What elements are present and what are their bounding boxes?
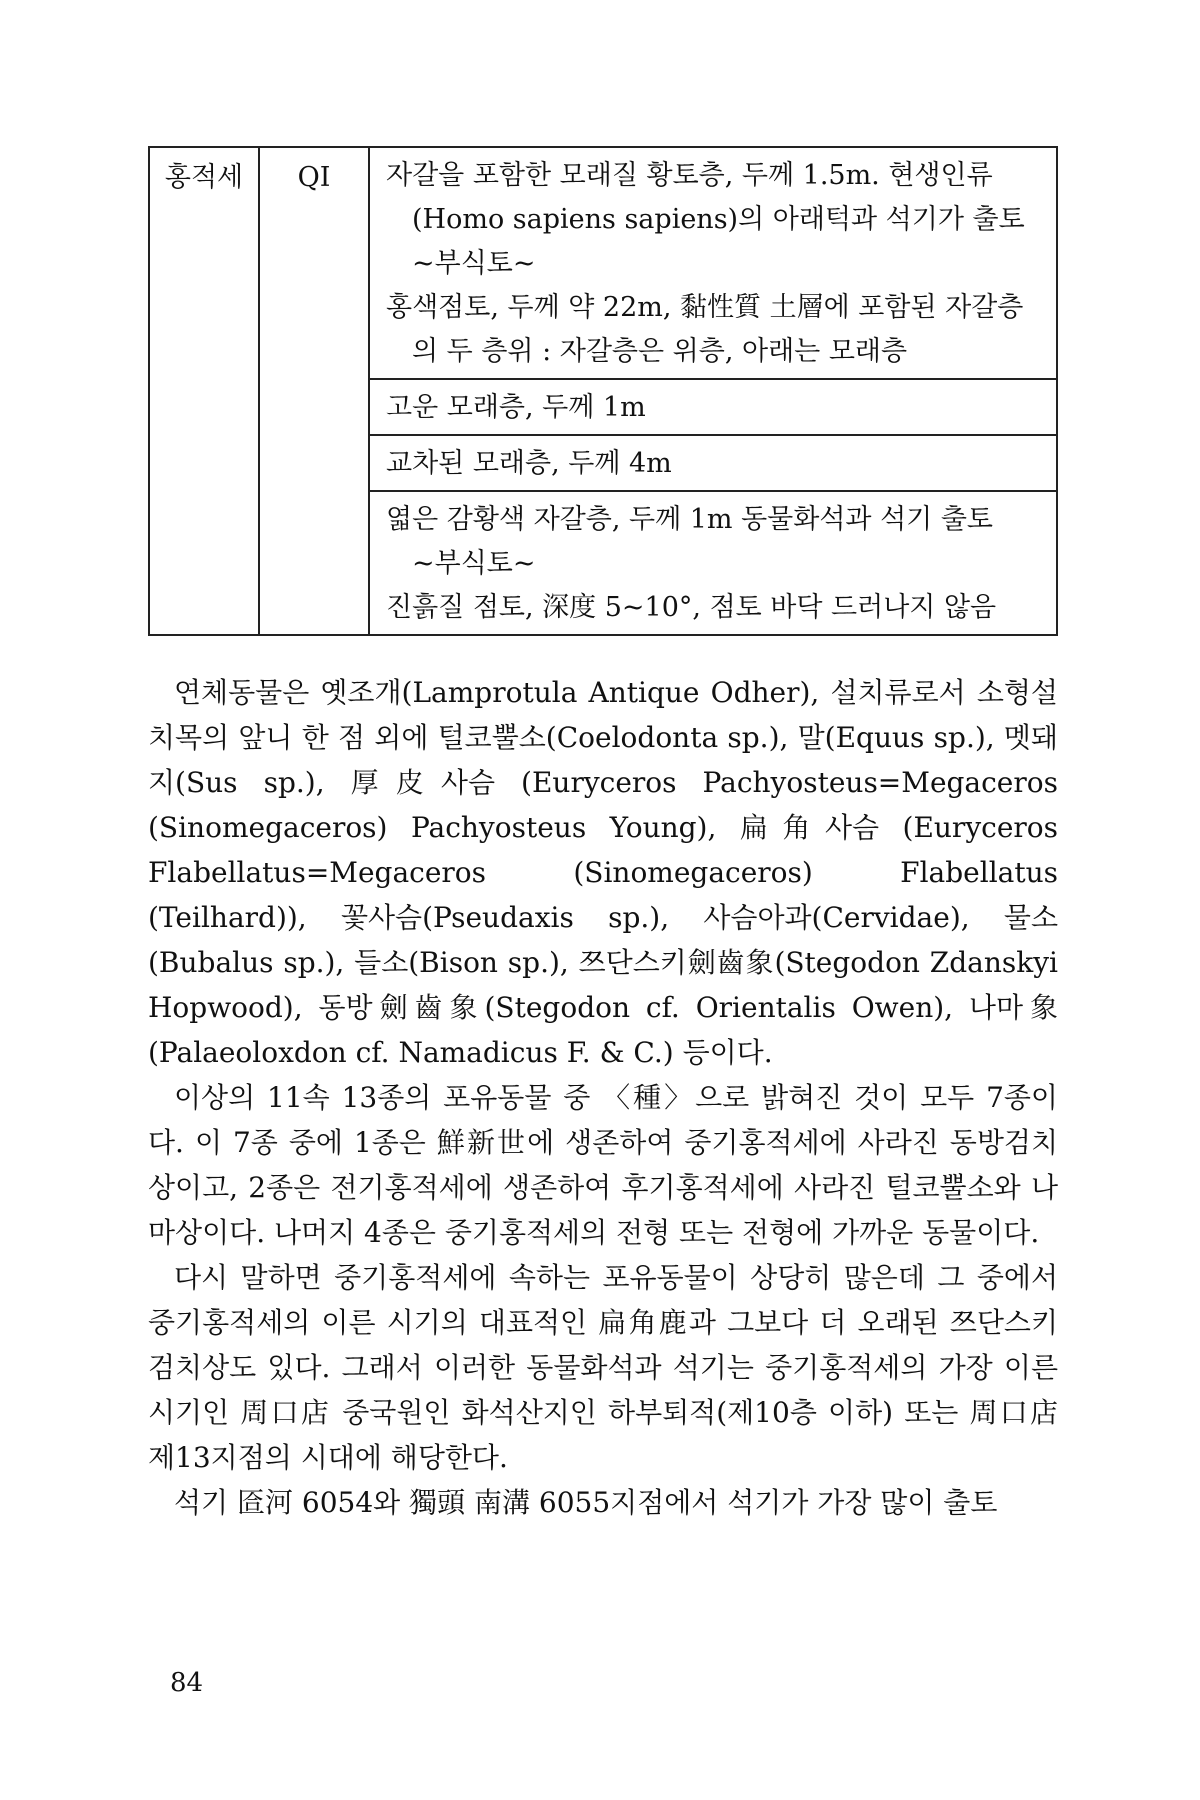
layer-line: 의 두 층위 : 자갈층은 위층, 아래는 모래층 (412, 336, 908, 367)
layer-line: 고운 모래층, 두께 1m (386, 392, 646, 423)
layer-line: 홍색점토, 두께 약 22m, 黏性質 土層에 포함된 자갈층 (386, 292, 1024, 323)
layer-cell-1 (369, 147, 1057, 379)
layer-line: ~부식토~ (412, 548, 536, 579)
layer-line: 자갈을 포함한 모래질 황토층, 두께 1.5m. 현생인류 (386, 160, 993, 191)
stratigraphy-table (148, 146, 1058, 636)
layer-line: 진흙질 점토, 深度 5~10°, 점토 바닥 드러나지 않음 (386, 592, 997, 623)
paragraph-dating: 다시 말하면 중기홍적세에 속하는 포유동물이 상당히 많은데 그 중에서 중기홍적세의 이른 시기의 대표적인 扁角鹿과 그보다 더 오래된 쯔단스키검치상도 있다. 그래서 이러한 동물화석과 석기는 중기홍적세의 가장 이른 시기인 周口店 중국원인 화석산지인 하부퇴적(제10층 이하) 또는 周口店 제13지점의 시대에 해당한다. (148, 1261, 1058, 1474)
layer-line: 교차된 모래층, 두께 4m (386, 448, 672, 479)
layer-line: ~부식토~ (412, 248, 536, 279)
body-text (148, 670, 1058, 1525)
layer-line: 엷은 감황색 자갈층, 두께 1m 동물화석과 석기 출토 (386, 504, 993, 535)
table-row (149, 147, 1057, 379)
layer-cell-2 (369, 379, 1057, 435)
code-cell: QI (259, 147, 369, 635)
era-cell: 홍적세 (149, 147, 259, 635)
layer-cell-3 (369, 435, 1057, 491)
paragraph-stone-tools: 석기 匼河 6054와 獨頭 南溝 6055지점에서 석기가 가장 많이 출토 (174, 1486, 998, 1519)
paragraph-fauna-list: 연체동물은 옛조개(Lamprotula Antique Odher), 설치류로서 소형설치목의 앞니 한 점 외에 털코뿔소(Coelodonta sp.), 말(Equus sp.), 멧돼지(Sus sp.), 厚皮사슴 (Euryceros Pachyosteus=Megaceros (Sinomegaceros) Pachyosteus Young), 扁角사슴 (Euryceros Flabellatus=Megaceros (Sinomegaceros) Flabellatus (Teilhard)), 꽃사슴(Pseudaxis sp.), 사슴아과(Cervidae), 물소(Bubalus sp.), 들소(Bison sp.), 쯔단스키劍齒象(Stegodon Zdanskyi Hopwood), 동방劍齒象(Stegodon cf. Orientalis Owen), 나마象(Palaeoloxdon cf. Namadicus F. & C.) 등이다. (148, 676, 1058, 1069)
page-number: 84 (170, 1668, 204, 1698)
layer-cell-4 (369, 491, 1057, 635)
paragraph-species-count: 이상의 11속 13종의 포유동물 중 〈種〉으로 밝혀진 것이 모두 7종이다. 이 7종 중에 1종은 鮮新世에 생존하여 중기홍적세에 사라진 동방검치상이고, 2종은 전기홍적세에 생존하여 후기홍적세에 사라진 털코뿔소와 나마상이다. 나머지 4종은 중기홍적세의 전형 또는 전형에 가까운 동물이다. (148, 1081, 1058, 1249)
layer-line: (Homo sapiens sapiens)의 아래턱과 석기가 출토 (412, 204, 1025, 235)
